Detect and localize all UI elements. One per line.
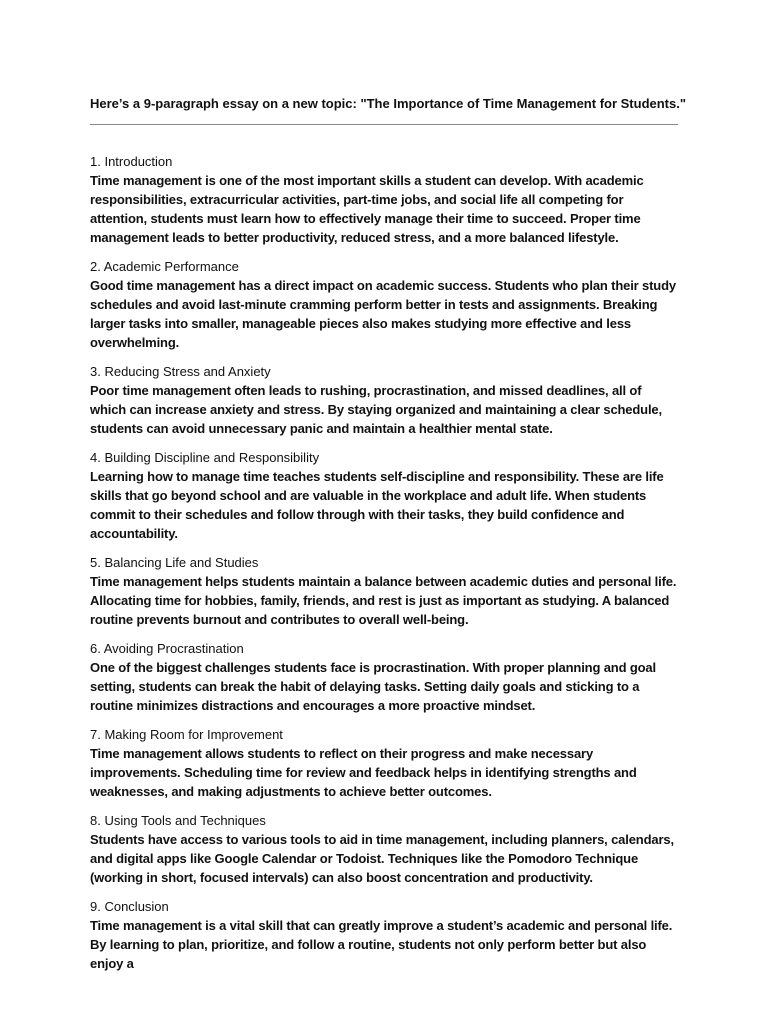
- section-body: Students have access to various tools to aid in time management, including planners, calendars, and digital apps like Google Calendar or Todoist. Techniques like the Pomodoro Technique (working in short, focused intervals) can also boost concentration and productivity.: [90, 832, 674, 885]
- section-heading: 8. Using Tools and Techniques: [90, 813, 266, 828]
- document-page: [90, 94, 687, 983]
- essay-sections: [90, 152, 680, 973]
- section-heading: 4. Building Discipline and Responsibility: [90, 450, 320, 465]
- essay-section-2: [90, 257, 680, 352]
- essay-section-3: [90, 362, 680, 438]
- section-heading: 1. Introduction: [90, 154, 173, 169]
- section-body: Learning how to manage time teaches students self-discipline and responsibility. These are life skills that go beyond school and are valuable in the workplace and adult life. When students commit to their schedules and follow through with their tasks, they build confidence and accountability.: [90, 469, 664, 541]
- section-body: One of the biggest challenges students face is procrastination. With proper planning and goal setting, students can break the habit of delaying tasks. Setting daily goals and sticking to a routine minimizes distractions and encourages a more proactive mindset.: [90, 660, 656, 713]
- section-heading: 9. Conclusion: [90, 899, 169, 914]
- essay-section-6: [90, 639, 680, 715]
- essay-section-9: [90, 897, 680, 973]
- section-heading: 6. Avoiding Procrastination: [90, 641, 244, 656]
- section-body: Good time management has a direct impact on academic success. Students who plan their study schedules and avoid last-minute cramming perform better in tests and assignments. Breaking larger tasks into smaller, manageable pieces also makes studying more effective and less overwhelming.: [90, 278, 676, 350]
- section-body: Time management is one of the most important skills a student can develop. With academic responsibilities, extracurricular activities, part-time jobs, and social life all competing for attention, students must learn how to effectively manage their time to succeed. Proper time management leads to better productivity, reduced stress, and a more balanced lifestyle.: [90, 173, 644, 245]
- essay-section-1: [90, 152, 680, 247]
- section-heading: 3. Reducing Stress and Anxiety: [90, 364, 271, 379]
- section-heading: 7. Making Room for Improvement: [90, 727, 283, 742]
- section-body: Time management allows students to reflect on their progress and make necessary improvements. Scheduling time for review and feedback helps in identifying strengths and weaknesses, and making adjustments to achieve better outcomes.: [90, 746, 637, 799]
- section-body: Time management helps students maintain a balance between academic duties and personal life. Allocating time for hobbies, family, friends, and rest is just as important as studying. A balanced routine prevents burnout and contributes to overall well-being.: [90, 574, 677, 627]
- horizontal-divider: [90, 124, 678, 125]
- section-body: Time management is a vital skill that can greatly improve a student’s academic and personal life. By learning to plan, prioritize, and follow a routine, students not only perform better but also enjoy a: [90, 918, 673, 971]
- essay-section-5: [90, 553, 680, 629]
- section-body: Poor time management often leads to rushing, procrastination, and missed deadlines, all of which can increase anxiety and stress. By staying organized and maintaining a clear schedule, students can avoid unnecessary panic and maintain a healthier mental state.: [90, 383, 662, 436]
- essay-section-7: [90, 725, 680, 801]
- section-heading: 2. Academic Performance: [90, 259, 239, 274]
- essay-section-8: [90, 811, 680, 887]
- section-heading: 5. Balancing Life and Studies: [90, 555, 259, 570]
- intro-line: Here’s a 9-paragraph essay on a new topic: "The Importance of Time Management for Students.": [90, 96, 687, 111]
- essay-section-4: [90, 448, 680, 543]
